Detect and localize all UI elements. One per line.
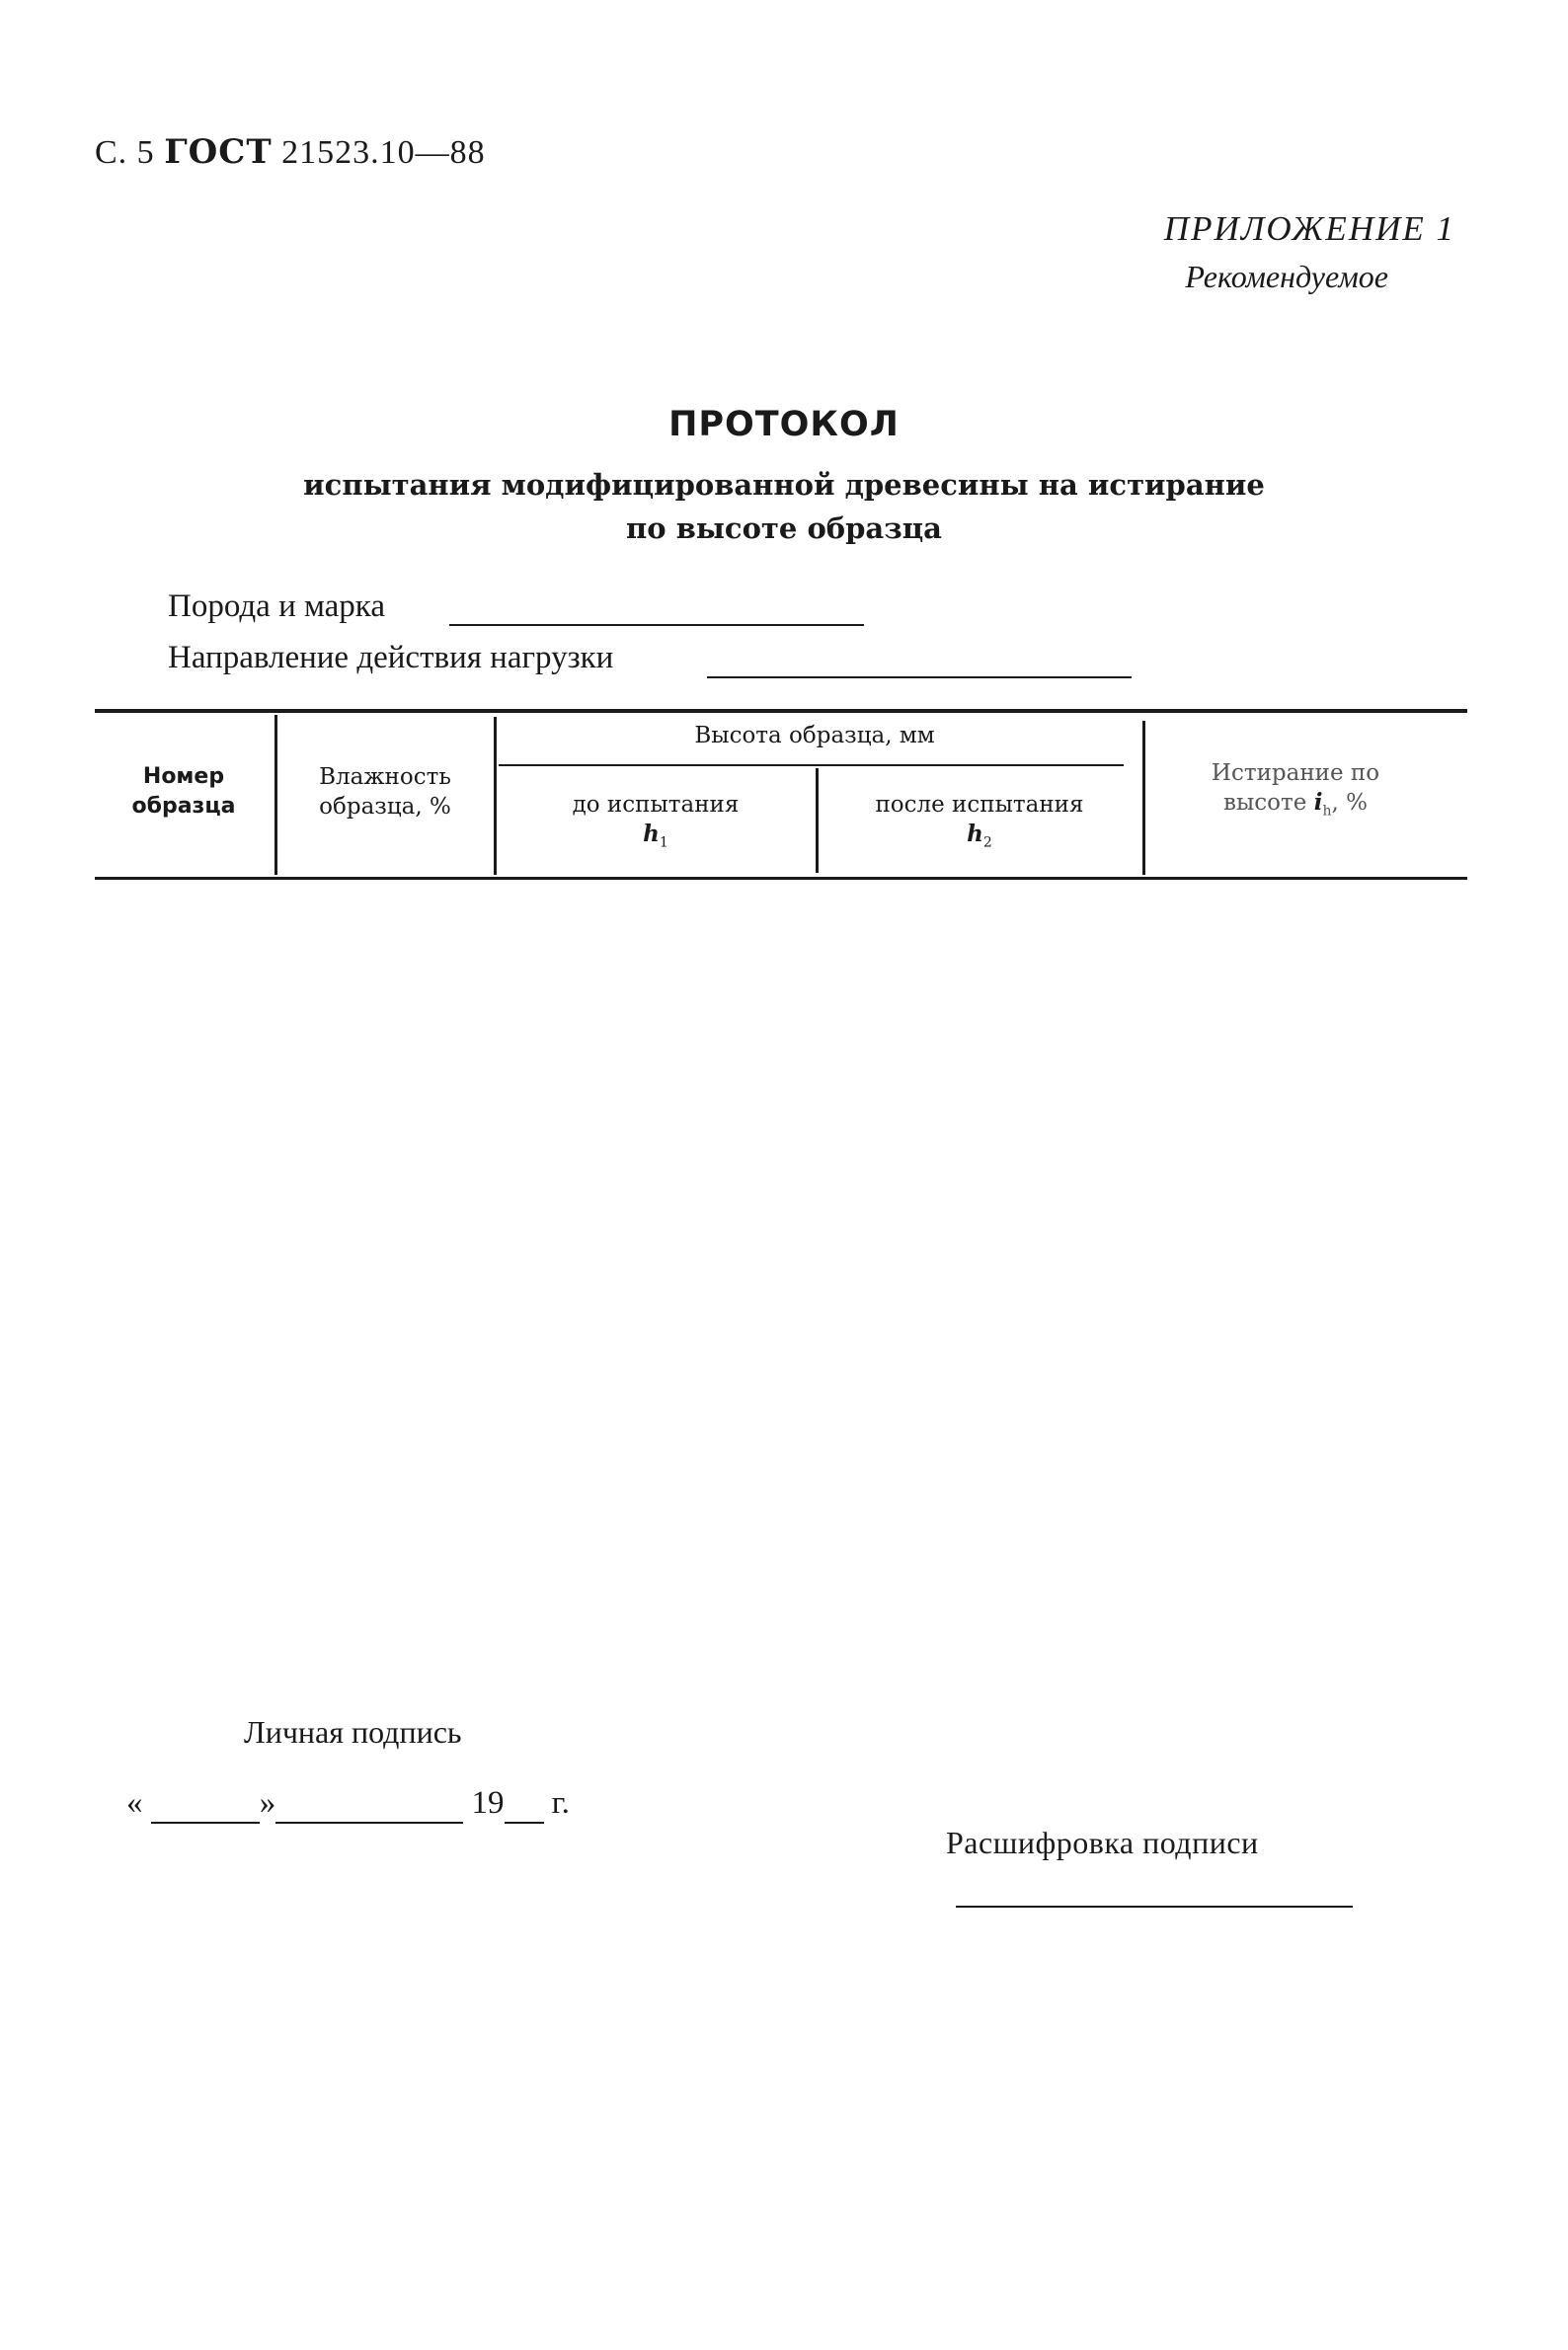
table-group-rule [499, 764, 1124, 766]
standard-name: ГОСТ [164, 132, 273, 172]
header-before-symbol [499, 820, 813, 858]
load-direction-input-line[interactable] [707, 676, 1132, 678]
header-abrasion-unit: , % [1331, 790, 1368, 816]
header-abrasion-line2 [1147, 788, 1444, 826]
date-day-field[interactable] [151, 1785, 260, 1824]
date-year-field[interactable] [505, 1785, 544, 1824]
symbol-h2: h [967, 821, 983, 847]
symbol-ih: i [1313, 789, 1323, 816]
header-before-test [499, 790, 813, 858]
document-title: ПРОТОКОЛ [668, 405, 900, 444]
appendix-title: ПРИЛОЖЕНИЕ 1 [1163, 209, 1455, 248]
header-abrasion [1147, 758, 1444, 826]
date-close-quote: » [259, 1785, 276, 1821]
header-before-label: до испытания [572, 792, 740, 818]
table-divider-3 [816, 768, 819, 873]
header-abrasion-word: высоте [1223, 790, 1307, 816]
species-label: Порода и марка [168, 588, 385, 624]
table-divider-4 [1142, 721, 1145, 875]
load-direction-label: Направление действия нагрузки [168, 640, 614, 675]
date-open-quote: « [126, 1785, 143, 1821]
signature-decoding-line[interactable] [956, 1906, 1353, 1908]
symbol-h1-index: 1 [659, 834, 668, 851]
date-line [126, 1785, 570, 1824]
date-year-suffix: г. [551, 1785, 570, 1821]
document-subtitle-line2: по высоте образца [626, 511, 942, 545]
page-header [95, 132, 486, 172]
symbol-h1: h [643, 821, 660, 847]
document-subtitle-line1: испытания модифицированной древесины на истирание [303, 468, 1265, 502]
header-after-symbol [822, 820, 1137, 858]
symbol-ih-index: h [1322, 803, 1332, 820]
header-after-test [822, 790, 1137, 858]
species-input-line[interactable] [449, 624, 864, 626]
date-year-prefix: 19 [471, 1785, 505, 1821]
header-abrasion-line1: Истирание по [1211, 760, 1380, 786]
table-bottom-rule [95, 877, 1467, 880]
table-divider-2 [494, 717, 497, 875]
personal-signature-label: Личная подпись [244, 1714, 462, 1750]
signature-decoding-label: Расшифровка подписи [946, 1825, 1259, 1860]
appendix-subtitle: Рекомендуемое [1185, 259, 1388, 294]
standard-number: 21523.10—88 [281, 134, 486, 171]
table-top-rule [95, 709, 1467, 713]
header-after-label: после испытания [875, 792, 1084, 818]
table-divider-1 [274, 715, 277, 875]
header-moisture-line1: Влажность [319, 764, 451, 790]
header-moisture [286, 762, 484, 822]
date-month-field[interactable] [275, 1785, 463, 1824]
header-moisture-line2: образца, % [319, 794, 451, 820]
page-number: С. 5 [95, 134, 155, 171]
header-sample-number: Номер образца [131, 764, 236, 819]
header-height-group: Высота образца, мм [694, 723, 935, 748]
symbol-h2-index: 2 [982, 834, 992, 851]
